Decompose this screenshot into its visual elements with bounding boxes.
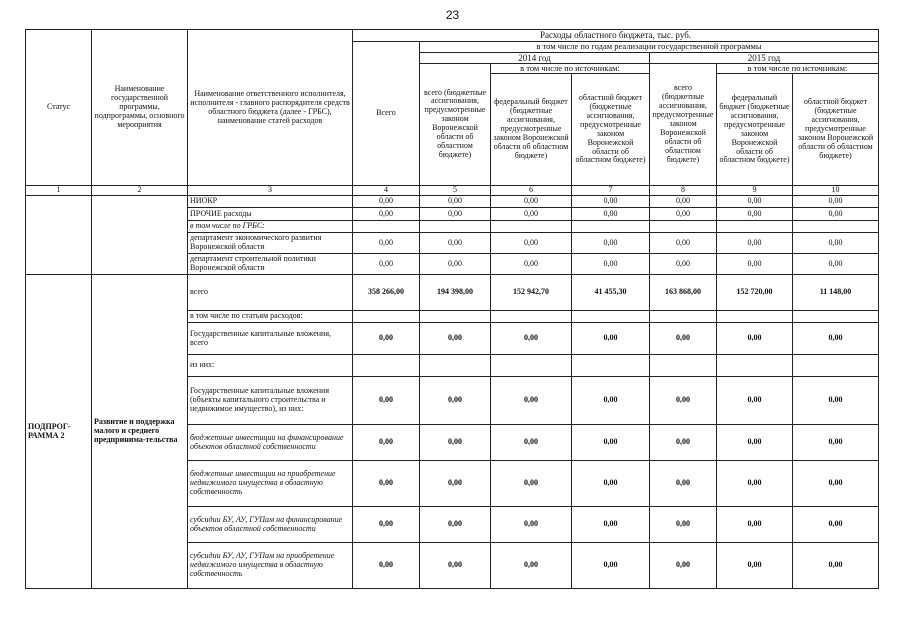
value-cell: 0,00 (491, 543, 572, 589)
value-cell: 0,00 (650, 208, 717, 221)
header-2015-federal: федеральный бюджет (бюджетные ассигнования, предусмотренные законом Воронежской области об областном бюджете) (717, 74, 793, 186)
value-cell: 0,00 (717, 196, 793, 208)
value-cell: 0,00 (353, 507, 420, 543)
value-cell: 0,00 (793, 543, 879, 589)
value-cell: 163 868,00 (650, 275, 717, 311)
header-2014-total-budget: всего (бюджетные ассигнования, предусмотренные законом Воронежской области об областном бюджете) (420, 63, 491, 186)
row-label: всего (188, 275, 353, 311)
row-label: субсидии БУ, АУ, ГУПам на финансирование объектов областной собственности (188, 507, 353, 543)
value-cell: 0,00 (572, 377, 650, 425)
value-cell: 0,00 (491, 507, 572, 543)
value-cell: 0,00 (650, 233, 717, 254)
value-cell: 0,00 (650, 461, 717, 507)
value-cell: 0,00 (793, 323, 879, 355)
value-cell: 0,00 (572, 208, 650, 221)
value-cell: 0,00 (420, 233, 491, 254)
value-cell: 0,00 (353, 196, 420, 208)
value-cell: 0,00 (572, 543, 650, 589)
value-cell: 0,00 (491, 196, 572, 208)
column-number: 3 (188, 186, 353, 196)
value-cell: 0,00 (491, 233, 572, 254)
subprogram-status: ПОДПРОГ-РАММА 2 (26, 275, 92, 589)
value-cell: 0,00 (491, 323, 572, 355)
value-cell: 0,00 (353, 461, 420, 507)
value-cell: 0,00 (793, 233, 879, 254)
value-cell: 0,00 (572, 461, 650, 507)
value-cell: 0,00 (353, 208, 420, 221)
value-cell: 0,00 (650, 254, 717, 275)
value-cell: 0,00 (717, 425, 793, 461)
value-cell: 41 455,30 (572, 275, 650, 311)
value-cell: 0,00 (717, 507, 793, 543)
value-cell: 0,00 (420, 461, 491, 507)
row-label: ПРОЧИЕ расходы (188, 208, 353, 221)
column-number: 9 (717, 186, 793, 196)
value-cell: 0,00 (353, 233, 420, 254)
table-row (26, 196, 879, 208)
value-cell: 0,00 (717, 543, 793, 589)
column-number: 5 (420, 186, 491, 196)
value-cell: 0,00 (572, 323, 650, 355)
header-year-2015: 2015 год (650, 52, 879, 63)
header-program-name: Наименование государственной программы, подпрограммы, основного мероприятия (92, 30, 188, 186)
value-cell: 0,00 (420, 425, 491, 461)
header-2015-total-budget: всего (бюджетные ассигнования, предусмотренные законом Воронежской области об областном бюджете) (650, 63, 717, 186)
value-cell: 0,00 (717, 377, 793, 425)
column-number: 7 (572, 186, 650, 196)
value-cell: 0,00 (572, 507, 650, 543)
value-cell: 0,00 (793, 208, 879, 221)
subprogram-name: Развитие и поддержка малого и среднего предпринима-тельства (92, 275, 188, 589)
value-cell: 0,00 (420, 323, 491, 355)
name-cell-empty (92, 196, 188, 275)
value-cell: 0,00 (572, 425, 650, 461)
column-number: 2 (92, 186, 188, 196)
value-cell: 0,00 (572, 254, 650, 275)
value-cell: 0,00 (793, 196, 879, 208)
row-label: субсидии БУ, АУ, ГУПам на приобретение недвижимого имущества в областную собственность (188, 543, 353, 589)
value-cell: 0,00 (793, 254, 879, 275)
value-cell: 194 398,00 (420, 275, 491, 311)
value-cell: 0,00 (572, 233, 650, 254)
header-year-2014: 2014 год (420, 52, 650, 63)
value-cell: 0,00 (717, 254, 793, 275)
row-label: департамент экономического развития Воронежской области (188, 233, 353, 254)
column-number: 10 (793, 186, 879, 196)
row-label: Государственные капитальные вложения, всего (188, 323, 353, 355)
column-number: 6 (491, 186, 572, 196)
header-2014-federal: федеральный бюджет (бюджетные ассигнования, предусмотренные законом Воронежской области об областном бюджете) (491, 74, 572, 186)
value-cell: 0,00 (353, 425, 420, 461)
row-label: бюджетные инвестиции на приобретение недвижимого имущества в областную собственность (188, 461, 353, 507)
table-row (26, 275, 879, 311)
value-cell: 0,00 (650, 196, 717, 208)
value-cell: 0,00 (793, 507, 879, 543)
row-label: бюджетные инвестиции на финансирование объектов областной собственности (188, 425, 353, 461)
value-cell: 0,00 (491, 461, 572, 507)
column-number: 1 (26, 186, 92, 196)
header-2015-regional: областной бюджет (бюджетные ассигнования, предусмотренные законом Воронежской области об областном бюджете) (793, 74, 879, 186)
value-cell: 0,00 (420, 208, 491, 221)
value-cell: 0,00 (420, 507, 491, 543)
value-cell: 0,00 (717, 323, 793, 355)
value-cell: 0,00 (650, 507, 717, 543)
value-cell: 0,00 (717, 233, 793, 254)
value-cell: 152 942,70 (491, 275, 572, 311)
value-cell: 0,00 (353, 254, 420, 275)
header-2015-by-sources: в том числе по источникам: (717, 63, 879, 74)
value-cell: 0,00 (650, 377, 717, 425)
value-cell: 0,00 (793, 461, 879, 507)
value-cell: 0,00 (793, 377, 879, 425)
value-cell: 0,00 (420, 196, 491, 208)
value-cell: 0,00 (353, 543, 420, 589)
header-total: Всего (353, 42, 420, 186)
row-label: в том числе по статьям расходов: (188, 311, 353, 323)
header-by-years: в том числе по годам реализации государственной программы (420, 42, 879, 53)
value-cell: 0,00 (353, 323, 420, 355)
header-2014-regional: областной бюджет (бюджетные ассигнования, предусмотренные законом Воронежской области об областном бюджете) (572, 74, 650, 186)
header-2014-by-sources: в том числе по источникам: (491, 63, 650, 74)
header-expenses-title: Расходы областного бюджета, тыс. руб. (353, 30, 879, 42)
value-cell: 0,00 (717, 461, 793, 507)
column-numbers-row (26, 186, 879, 196)
value-cell: 0,00 (420, 254, 491, 275)
row-label: НИОКР (188, 196, 353, 208)
column-number: 8 (650, 186, 717, 196)
value-cell: 0,00 (491, 377, 572, 425)
row-label: Государственные капитальные вложения (объекты капитального строительства и недвижимое имущество), из них: (188, 377, 353, 425)
row-label: в том числе по ГРБС: (188, 221, 353, 233)
row-label: из них: (188, 355, 353, 377)
header-executor: Наименование ответственного исполнителя, исполнителя - главного распорядителя средств областного бюджета (далее - ГРБС), наименование статей расходов (188, 30, 353, 186)
column-number: 4 (353, 186, 420, 196)
value-cell: 0,00 (793, 425, 879, 461)
budget-table (25, 29, 879, 589)
status-cell-empty (26, 196, 92, 275)
row-label: департамент строительной политики Воронежской области (188, 254, 353, 275)
value-cell: 358 266,00 (353, 275, 420, 311)
value-cell: 152 720,00 (717, 275, 793, 311)
value-cell: 0,00 (572, 196, 650, 208)
value-cell: 0,00 (420, 543, 491, 589)
value-cell: 0,00 (420, 377, 491, 425)
page-number: 23 (445, 8, 460, 22)
header-status: Статус (26, 30, 92, 186)
value-cell: 0,00 (650, 425, 717, 461)
value-cell: 11 148,00 (793, 275, 879, 311)
value-cell: 0,00 (650, 543, 717, 589)
value-cell: 0,00 (491, 208, 572, 221)
value-cell: 0,00 (353, 377, 420, 425)
value-cell: 0,00 (717, 208, 793, 221)
value-cell: 0,00 (491, 425, 572, 461)
value-cell: 0,00 (491, 254, 572, 275)
value-cell: 0,00 (650, 323, 717, 355)
